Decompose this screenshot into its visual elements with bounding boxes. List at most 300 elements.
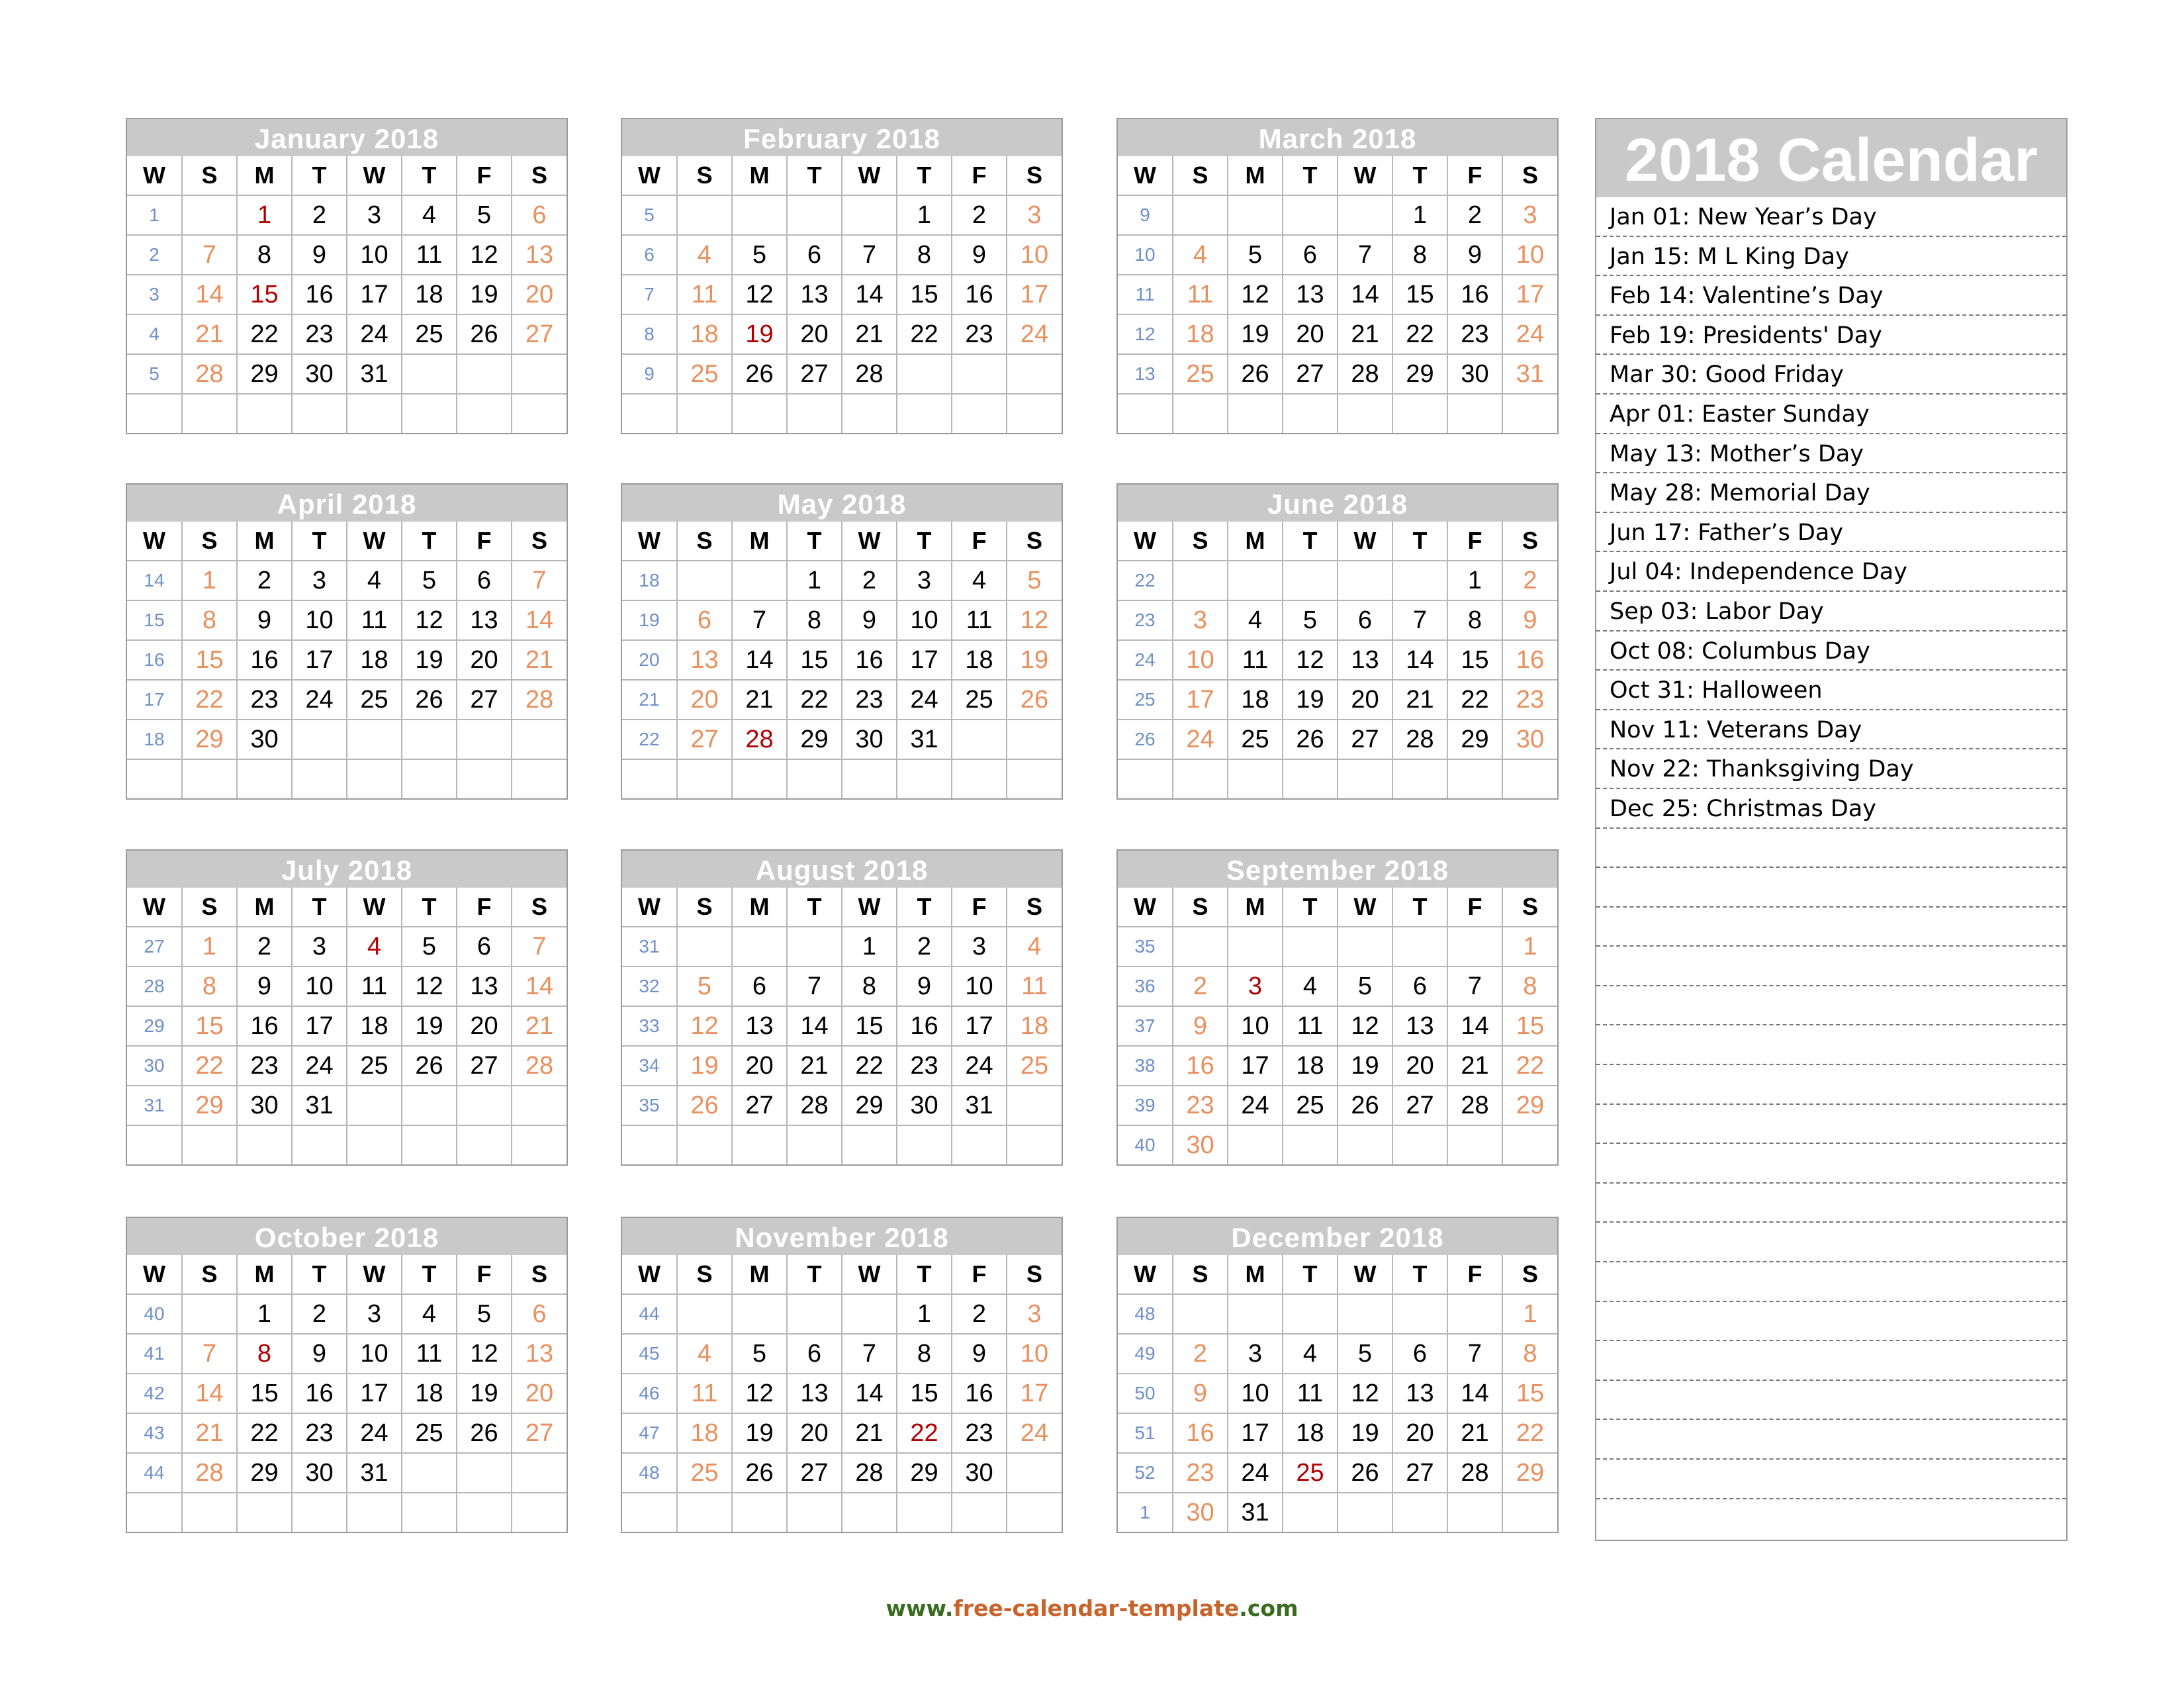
- day-cell: 17: [347, 1374, 402, 1413]
- day-cell: 16: [952, 275, 1007, 314]
- day-cell: 19: [732, 1413, 787, 1453]
- week-row: [622, 354, 1062, 394]
- weekday-header: T: [787, 522, 842, 561]
- day-cell: 5: [1007, 561, 1062, 600]
- week-header: W: [127, 522, 182, 561]
- day-cell: 4: [402, 195, 457, 235]
- week-number: 1: [127, 195, 182, 235]
- weekday-header: M: [1228, 1255, 1283, 1294]
- day-cell: [347, 1125, 402, 1164]
- week-number: 16: [127, 640, 182, 680]
- day-cell: 22: [1502, 1046, 1557, 1086]
- day-cell: [1392, 1294, 1447, 1334]
- day-cell: 30: [1447, 354, 1502, 394]
- weekday-header: W: [1338, 522, 1392, 561]
- day-cell: 16: [952, 1374, 1007, 1413]
- holiday-item: Feb 19: Presidents' Day: [1596, 316, 2066, 355]
- weekday-header: S: [677, 1255, 732, 1294]
- day-cell: 31: [347, 1453, 402, 1493]
- month-calendar: [621, 483, 1063, 800]
- day-cell: [1447, 1493, 1502, 1532]
- holiday-item: [1596, 1262, 2066, 1302]
- week-row: [127, 640, 567, 680]
- week-row: [127, 1125, 567, 1164]
- week-row: [622, 1493, 1062, 1532]
- week-row: [622, 720, 1062, 759]
- day-cell: 27: [512, 314, 567, 354]
- day-cell: 14: [182, 275, 237, 314]
- day-cell: 21: [842, 314, 897, 354]
- week-header: W: [622, 522, 677, 561]
- day-cell: 13: [1283, 275, 1338, 314]
- day-cell: [1283, 394, 1338, 433]
- day-cell: 3: [1007, 1294, 1062, 1334]
- day-cell: 25: [677, 354, 732, 394]
- day-cell: 20: [677, 680, 732, 720]
- day-cell: 7: [842, 235, 897, 275]
- day-cell: [952, 1125, 1007, 1164]
- day-cell: 22: [237, 1413, 292, 1453]
- day-cell: [1283, 1493, 1338, 1532]
- day-cell: [842, 759, 897, 798]
- day-cell: [1283, 195, 1338, 235]
- weekday-header: T: [292, 156, 347, 195]
- day-cell: 15: [182, 640, 237, 680]
- day-cell: 5: [402, 927, 457, 966]
- day-cell: 18: [677, 1413, 732, 1453]
- day-cell: 21: [512, 1006, 567, 1046]
- day-cell: 12: [1228, 275, 1283, 314]
- week-row: [622, 1294, 1062, 1334]
- day-cell: 10: [952, 966, 1007, 1006]
- day-cell: 5: [677, 966, 732, 1006]
- week-number: 5: [127, 354, 182, 394]
- day-cell: 18: [1283, 1046, 1338, 1086]
- day-cell: 26: [1007, 680, 1062, 720]
- day-cell: 17: [1228, 1413, 1283, 1453]
- day-cell: [1392, 759, 1447, 798]
- day-cell: 5: [1338, 966, 1392, 1006]
- day-cell: 19: [457, 275, 512, 314]
- day-cell: 29: [787, 720, 842, 759]
- day-cell: 7: [182, 1334, 237, 1374]
- day-cell: [237, 1493, 292, 1532]
- week-number: 9: [1118, 195, 1173, 235]
- day-cell: 11: [677, 1374, 732, 1413]
- weekday-header: T: [402, 522, 457, 561]
- day-cell: 19: [1007, 640, 1062, 680]
- weekday-header: F: [952, 522, 1007, 561]
- weekday-header: W: [1338, 888, 1392, 927]
- month-title: May 2018: [622, 485, 1062, 522]
- day-cell: 12: [732, 275, 787, 314]
- month-title: February 2018: [622, 119, 1062, 156]
- week-number: 40: [127, 1294, 182, 1334]
- weekday-header: S: [677, 888, 732, 927]
- week-row: [1118, 1453, 1557, 1493]
- holiday-item: Oct 31: Halloween: [1596, 671, 2066, 710]
- weekday-header: M: [732, 156, 787, 195]
- day-cell: [732, 1294, 787, 1334]
- day-cell: 2: [842, 561, 897, 600]
- week-row: [1118, 275, 1557, 314]
- day-cell: [787, 927, 842, 966]
- day-cell: 30: [1502, 720, 1557, 759]
- day-cell: 23: [842, 680, 897, 720]
- weekday-header: S: [1502, 156, 1557, 195]
- day-cell: [512, 1086, 567, 1125]
- weekday-header: S: [1007, 888, 1062, 927]
- day-cell: 2: [292, 1294, 347, 1334]
- day-cell: 17: [347, 275, 402, 314]
- day-cell: 23: [897, 1046, 952, 1086]
- day-cell: 29: [237, 1453, 292, 1493]
- day-cell: [787, 1125, 842, 1164]
- day-cell: 19: [677, 1046, 732, 1086]
- day-cell: 24: [292, 680, 347, 720]
- week-number: 46: [622, 1374, 677, 1413]
- month-grid: [622, 156, 1062, 433]
- month-grid: [622, 522, 1062, 798]
- day-cell: 12: [732, 1374, 787, 1413]
- day-cell: 27: [787, 354, 842, 394]
- day-cell: 17: [292, 1006, 347, 1046]
- day-cell: [677, 1493, 732, 1532]
- day-cell: 11: [402, 235, 457, 275]
- month-calendar: [1116, 118, 1559, 434]
- holiday-item: [1596, 986, 2066, 1026]
- day-cell: [842, 195, 897, 235]
- day-cell: 10: [1502, 235, 1557, 275]
- month-calendar: [621, 849, 1063, 1166]
- day-cell: 2: [1173, 1334, 1228, 1374]
- week-number: [1118, 759, 1173, 798]
- week-number: [622, 1125, 677, 1164]
- week-number: 26: [1118, 720, 1173, 759]
- day-cell: 6: [787, 1334, 842, 1374]
- day-cell: [512, 759, 567, 798]
- week-row: [622, 561, 1062, 600]
- day-cell: 9: [237, 966, 292, 1006]
- week-number: 4: [127, 314, 182, 354]
- week-header: W: [622, 156, 677, 195]
- weekday-header: F: [1447, 1255, 1502, 1294]
- week-number: [127, 394, 182, 433]
- day-cell: 26: [457, 1413, 512, 1453]
- week-number: 9: [622, 354, 677, 394]
- week-row: [1118, 394, 1557, 433]
- holiday-panel: [1595, 118, 2068, 1541]
- day-cell: 3: [292, 561, 347, 600]
- week-row: [1118, 680, 1557, 720]
- weekday-header: W: [842, 156, 897, 195]
- day-cell: 30: [292, 1453, 347, 1493]
- day-cell: 10: [1228, 1006, 1283, 1046]
- week-row: [622, 600, 1062, 640]
- week-row: [1118, 640, 1557, 680]
- month-title: April 2018: [127, 485, 567, 522]
- day-cell: 16: [1502, 640, 1557, 680]
- day-cell: 21: [1392, 680, 1447, 720]
- day-cell: 20: [787, 1413, 842, 1453]
- day-cell: [1447, 394, 1502, 433]
- day-cell: 18: [402, 275, 457, 314]
- day-cell: 12: [457, 1334, 512, 1374]
- weekday-header: S: [1007, 1255, 1062, 1294]
- day-cell: 12: [402, 600, 457, 640]
- day-cell: 24: [1007, 314, 1062, 354]
- day-cell: 1: [182, 927, 237, 966]
- day-cell: 23: [1502, 680, 1557, 720]
- day-cell: 3: [292, 927, 347, 966]
- week-number: 21: [622, 680, 677, 720]
- day-cell: 25: [1283, 1453, 1338, 1493]
- week-number: 17: [127, 680, 182, 720]
- week-row: [1118, 1006, 1557, 1046]
- week-row: [622, 1413, 1062, 1453]
- week-row: [127, 561, 567, 600]
- day-cell: 3: [1007, 195, 1062, 235]
- week-number: 23: [1118, 600, 1173, 640]
- day-cell: [182, 195, 237, 235]
- day-cell: [1007, 1086, 1062, 1125]
- day-cell: [1283, 1294, 1338, 1334]
- week-row: [127, 1046, 567, 1086]
- month-title: January 2018: [127, 119, 567, 156]
- day-cell: 31: [952, 1086, 1007, 1125]
- weekday-header: W: [1338, 156, 1392, 195]
- day-cell: [787, 1493, 842, 1532]
- day-cell: [732, 1125, 787, 1164]
- week-row: [127, 1294, 567, 1334]
- day-cell: 25: [1007, 1046, 1062, 1086]
- day-cell: [787, 759, 842, 798]
- day-cell: 15: [1447, 640, 1502, 680]
- day-cell: 8: [237, 235, 292, 275]
- day-cell: 27: [457, 1046, 512, 1086]
- day-cell: 9: [1447, 235, 1502, 275]
- month-grid: [622, 1255, 1062, 1532]
- day-cell: [402, 1453, 457, 1493]
- day-cell: [512, 720, 567, 759]
- week-header: W: [1118, 1255, 1173, 1294]
- day-cell: [237, 1125, 292, 1164]
- day-cell: 7: [512, 561, 567, 600]
- day-cell: [1007, 1125, 1062, 1164]
- week-number: [127, 759, 182, 798]
- day-cell: 14: [182, 1374, 237, 1413]
- weekday-header: S: [1502, 1255, 1557, 1294]
- weekday-header: M: [1228, 156, 1283, 195]
- day-cell: 9: [897, 966, 952, 1006]
- day-cell: 12: [1338, 1374, 1392, 1413]
- day-cell: 5: [732, 235, 787, 275]
- week-row: [1118, 561, 1557, 600]
- week-row: [127, 235, 567, 275]
- day-cell: 18: [402, 1374, 457, 1413]
- day-cell: 22: [1392, 314, 1447, 354]
- holiday-item: Apr 01: Easter Sunday: [1596, 395, 2066, 434]
- day-cell: 28: [787, 1086, 842, 1125]
- week-number: 31: [127, 1086, 182, 1125]
- day-cell: 9: [952, 1334, 1007, 1374]
- weekday-header: T: [292, 1255, 347, 1294]
- day-cell: 26: [677, 1086, 732, 1125]
- day-cell: 28: [842, 1453, 897, 1493]
- day-cell: 14: [512, 600, 567, 640]
- day-cell: 1: [237, 195, 292, 235]
- day-cell: 16: [237, 640, 292, 680]
- day-cell: [292, 720, 347, 759]
- day-cell: 13: [1392, 1374, 1447, 1413]
- weekday-header: S: [1007, 522, 1062, 561]
- day-cell: 6: [1392, 966, 1447, 1006]
- day-cell: [1338, 195, 1392, 235]
- day-cell: [897, 759, 952, 798]
- day-cell: 10: [1173, 640, 1228, 680]
- day-cell: 24: [347, 314, 402, 354]
- holiday-item: May 28: Memorial Day: [1596, 473, 2066, 513]
- day-cell: 24: [952, 1046, 1007, 1086]
- day-cell: 5: [402, 561, 457, 600]
- day-cell: 6: [512, 195, 567, 235]
- week-row: [127, 966, 567, 1006]
- day-cell: 24: [347, 1413, 402, 1453]
- day-cell: 6: [512, 1294, 567, 1334]
- weekday-header: S: [182, 1255, 237, 1294]
- holiday-item: Sep 03: Labor Day: [1596, 592, 2066, 632]
- day-cell: 6: [457, 561, 512, 600]
- day-cell: 27: [677, 720, 732, 759]
- day-cell: 3: [347, 1294, 402, 1334]
- holiday-item: Jul 04: Independence Day: [1596, 552, 2066, 592]
- weekday-header: F: [952, 156, 1007, 195]
- day-cell: 23: [1173, 1453, 1228, 1493]
- day-cell: 12: [677, 1006, 732, 1046]
- day-cell: 23: [952, 314, 1007, 354]
- footer-url[interactable]: [0, 1595, 2184, 1621]
- day-cell: [677, 1125, 732, 1164]
- weekday-header: T: [402, 156, 457, 195]
- weekday-header: T: [1392, 156, 1447, 195]
- day-cell: 13: [677, 640, 732, 680]
- day-cell: 28: [1392, 720, 1447, 759]
- day-cell: [952, 1493, 1007, 1532]
- day-cell: [182, 1493, 237, 1532]
- day-cell: 14: [732, 640, 787, 680]
- weekday-header: S: [1173, 1255, 1228, 1294]
- week-number: 42: [127, 1374, 182, 1413]
- day-cell: 2: [897, 927, 952, 966]
- day-cell: 20: [512, 1374, 567, 1413]
- day-cell: 1: [1447, 561, 1502, 600]
- day-cell: 4: [1283, 966, 1338, 1006]
- day-cell: 2: [237, 561, 292, 600]
- weekday-header: F: [1447, 888, 1502, 927]
- week-header: W: [1118, 522, 1173, 561]
- month-calendar: [1116, 483, 1559, 800]
- day-cell: [182, 394, 237, 433]
- day-cell: 2: [952, 195, 1007, 235]
- day-cell: 15: [1502, 1374, 1557, 1413]
- day-cell: [732, 394, 787, 433]
- day-cell: 26: [1338, 1453, 1392, 1493]
- day-cell: 9: [292, 235, 347, 275]
- day-cell: 15: [1392, 275, 1447, 314]
- day-cell: [402, 1125, 457, 1164]
- weekday-header: T: [292, 888, 347, 927]
- month-title: August 2018: [622, 851, 1062, 888]
- day-cell: 31: [347, 354, 402, 394]
- day-cell: 21: [842, 1413, 897, 1453]
- day-cell: 25: [677, 1453, 732, 1493]
- week-row: [1118, 927, 1557, 966]
- week-row: [127, 600, 567, 640]
- holiday-item: [1596, 829, 2066, 868]
- weekday-header: S: [1173, 522, 1228, 561]
- week-number: 7: [622, 275, 677, 314]
- week-row: [1118, 1046, 1557, 1086]
- day-cell: [897, 354, 952, 394]
- day-cell: 19: [457, 1374, 512, 1413]
- day-cell: 13: [512, 1334, 567, 1374]
- week-number: 40: [1118, 1125, 1173, 1164]
- week-number: 30: [127, 1046, 182, 1086]
- day-cell: 15: [182, 1006, 237, 1046]
- holiday-item: Oct 08: Columbus Day: [1596, 632, 2066, 671]
- week-number: 13: [1118, 354, 1173, 394]
- holiday-item: May 13: Mother’s Day: [1596, 434, 2066, 474]
- day-cell: 6: [1392, 1334, 1447, 1374]
- day-cell: 13: [787, 275, 842, 314]
- day-cell: 30: [292, 354, 347, 394]
- weekday-header: T: [402, 1255, 457, 1294]
- week-number: 39: [1118, 1086, 1173, 1125]
- week-number: 34: [622, 1046, 677, 1086]
- day-cell: 26: [457, 314, 512, 354]
- day-cell: 13: [787, 1374, 842, 1413]
- day-cell: 9: [952, 235, 1007, 275]
- day-cell: 25: [347, 1046, 402, 1086]
- month-calendar: [126, 483, 568, 800]
- week-row: [1118, 195, 1557, 235]
- weekday-header: W: [347, 1255, 402, 1294]
- day-cell: 14: [1447, 1374, 1502, 1413]
- week-number: 22: [622, 720, 677, 759]
- day-cell: 6: [1283, 235, 1338, 275]
- month-calendar: [126, 849, 568, 1166]
- day-cell: [1007, 759, 1062, 798]
- day-cell: 6: [787, 235, 842, 275]
- month-calendar: [1116, 849, 1559, 1166]
- week-row: [1118, 1334, 1557, 1374]
- weekday-header: F: [952, 1255, 1007, 1294]
- day-cell: 28: [1447, 1086, 1502, 1125]
- day-cell: [512, 1493, 567, 1532]
- day-cell: 20: [457, 640, 512, 680]
- day-cell: 22: [842, 1046, 897, 1086]
- day-cell: 9: [237, 600, 292, 640]
- day-cell: 17: [952, 1006, 1007, 1046]
- week-row: [127, 720, 567, 759]
- day-cell: 31: [292, 1086, 347, 1125]
- day-cell: [1283, 1125, 1338, 1164]
- weekday-header: F: [457, 1255, 512, 1294]
- day-cell: 22: [897, 1413, 952, 1453]
- day-cell: [347, 1493, 402, 1532]
- day-cell: 19: [1338, 1413, 1392, 1453]
- day-cell: 20: [787, 314, 842, 354]
